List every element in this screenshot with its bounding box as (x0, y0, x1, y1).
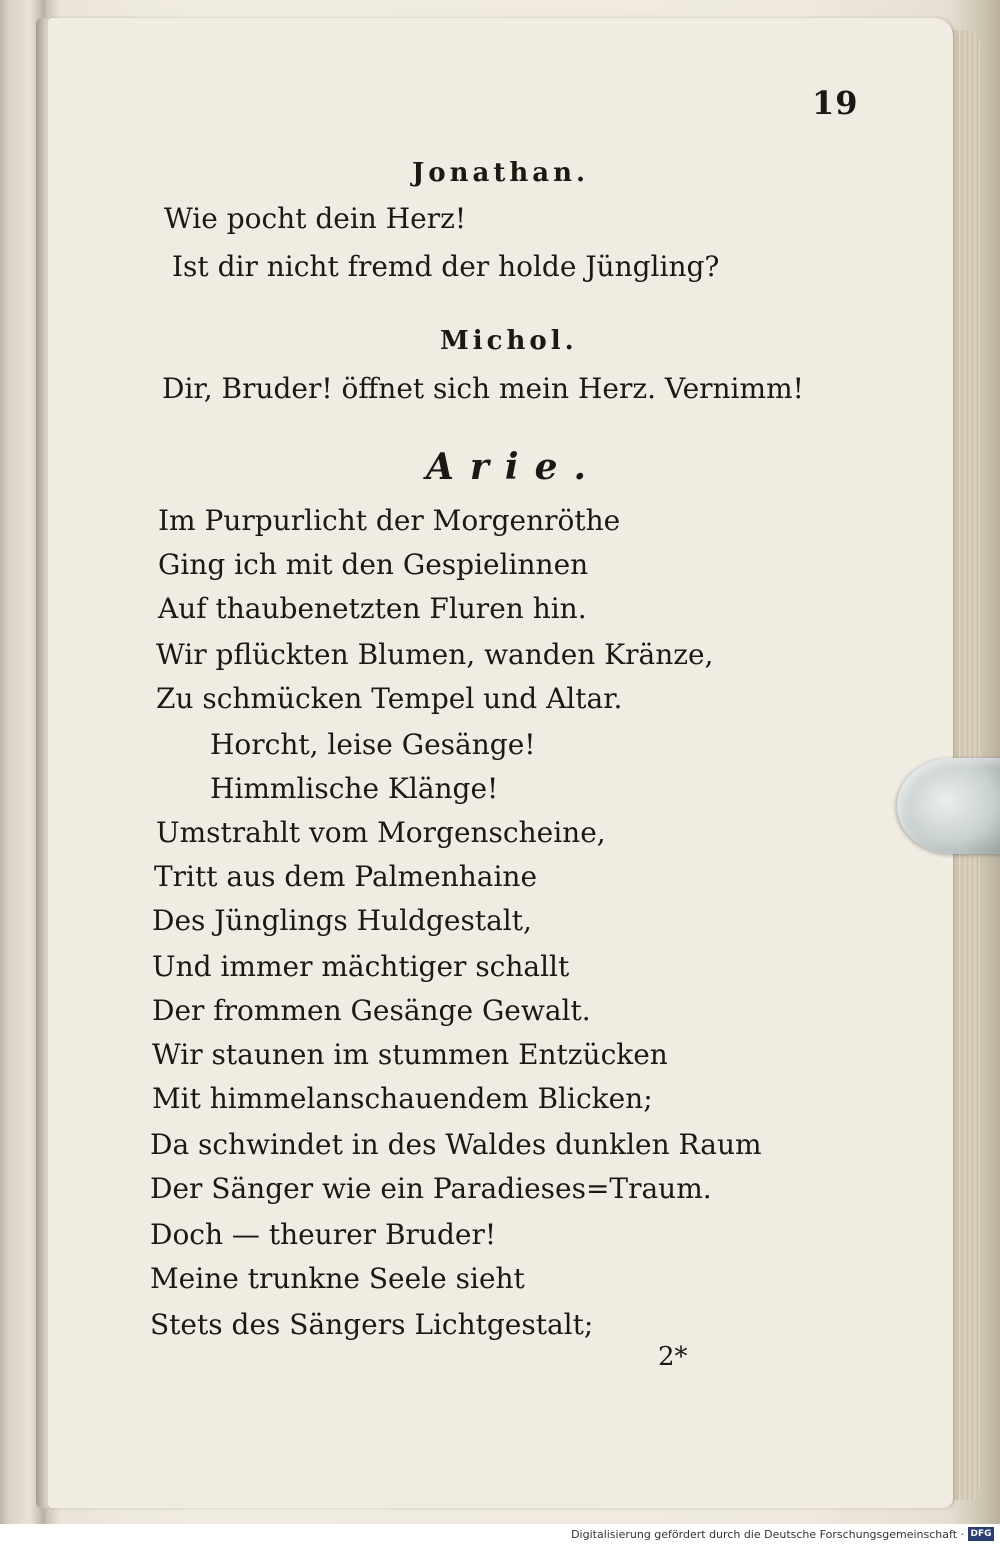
aria-heading: Arie. (426, 446, 603, 488)
speaker-name: Jonathan. (412, 158, 590, 188)
verse-line: Dir, Bruder! öffnet sich mein Herz. Vernimm! (162, 372, 804, 405)
verse-line: Doch — theurer Bruder! (150, 1218, 497, 1251)
verse-line: Da schwindet in des Waldes dunklen Raum (150, 1128, 762, 1161)
verse-line: Stets des Sängers Lichtgestalt; (150, 1308, 594, 1341)
verse-line: Der Sänger wie ein Paradieses=Traum. (150, 1172, 712, 1205)
verse-line: Und immer mächtiger schallt (152, 950, 570, 983)
verse-line: Wie pocht dein Herz! (164, 202, 467, 235)
verse-line: Wir staunen im stummen Entzücken (152, 1038, 668, 1071)
verse-line: Zu schmücken Tempel und Altar. (156, 682, 623, 715)
verse-line: Tritt aus dem Palmenhaine (154, 860, 538, 893)
verse-line: Meine trunkne Seele sieht (150, 1262, 525, 1295)
verse-line: Umstrahlt vom Morgenscheine, (156, 816, 606, 849)
page-clip-holder (897, 758, 1000, 854)
digitization-credit: Digitalisierung gefördert durch die Deutsche Forschungsgemeinschaft · (571, 1528, 964, 1541)
verse-line: Der frommen Gesänge Gewalt. (152, 994, 591, 1027)
signature-mark: 2* (658, 1342, 688, 1372)
verse-line: Himmlische Klänge! (210, 772, 499, 805)
speaker-name: Michol. (440, 326, 578, 356)
verse-line: Des Jünglings Huldgestalt, (152, 904, 532, 937)
dfg-logo: DFG (968, 1527, 994, 1541)
verse-line: Im Purpurlicht der Morgenröthe (158, 504, 621, 537)
verse-line: Auf thaubenetzten Fluren hin. (158, 592, 587, 625)
page-number: 19 (812, 84, 859, 122)
verse-line: Ging ich mit den Gespielinnen (158, 548, 589, 581)
verse-line: Mit himmelanschauendem Blicken; (152, 1082, 653, 1115)
verse-line: Ist dir nicht fremd der holde Jüngling? (172, 250, 720, 283)
verse-line: Horcht, leise Gesänge! (210, 728, 536, 761)
verse-line: Wir pflückten Blumen, wanden Kränze, (156, 638, 714, 671)
